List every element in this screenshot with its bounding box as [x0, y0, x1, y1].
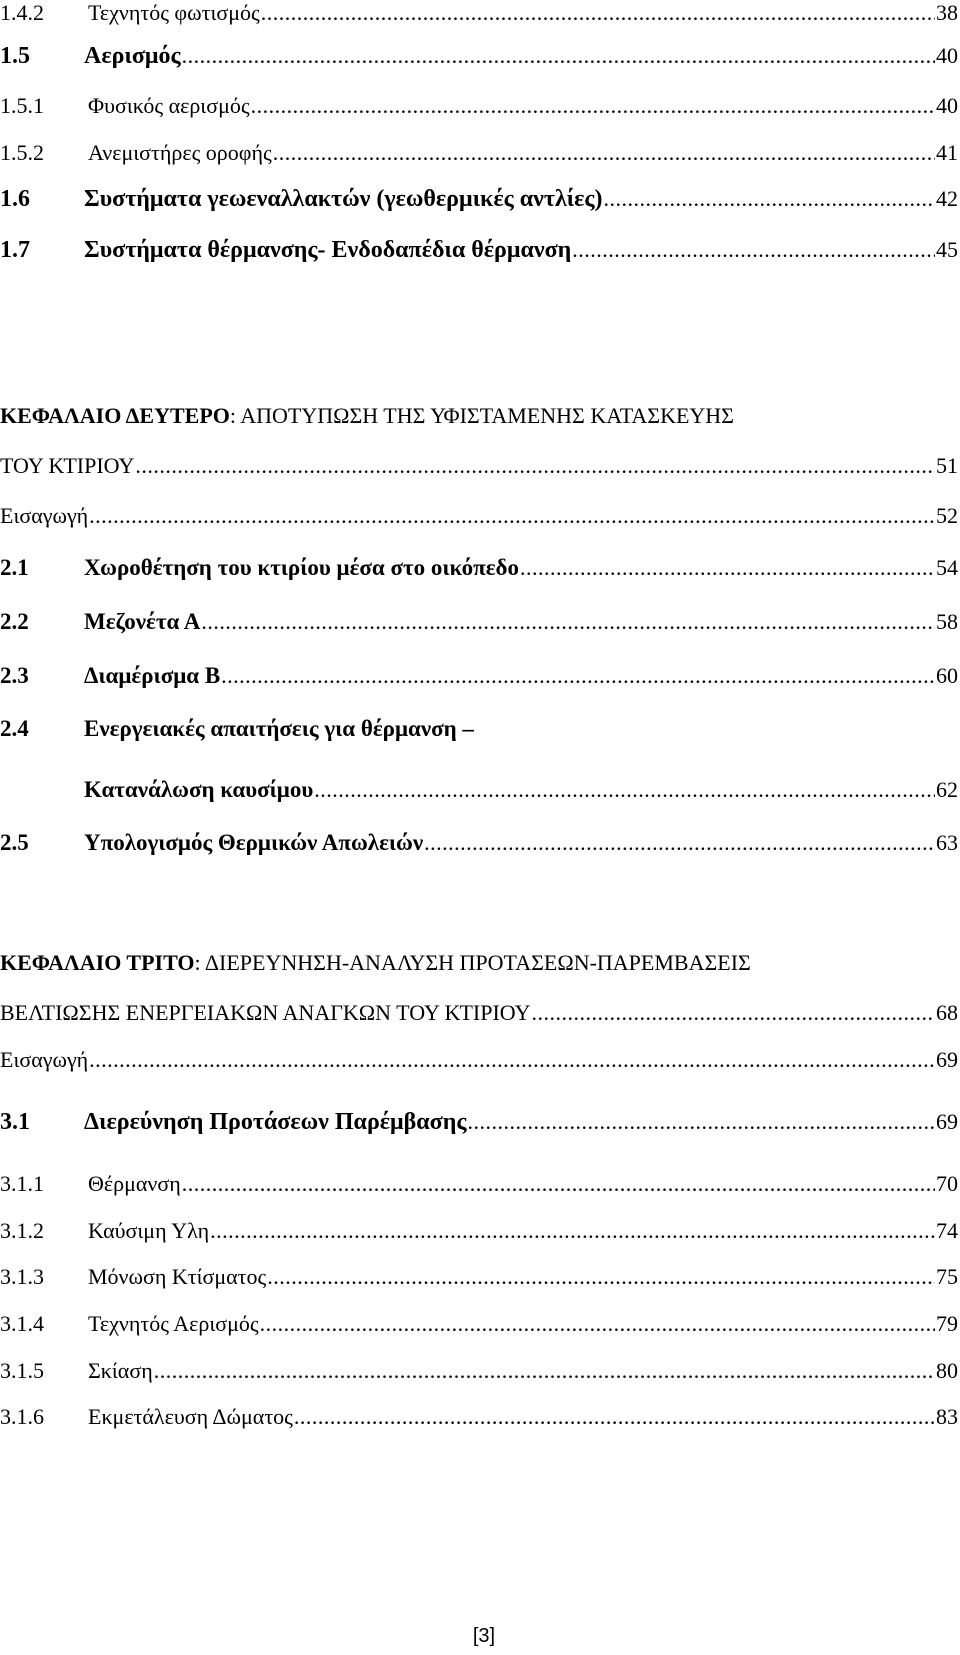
toc-number: 2.2: [0, 609, 29, 634]
toc-title: Συστήματα θέρμανσης- Ενδοδαπέδια θέρμανση: [84, 237, 572, 263]
toc-page: 79: [936, 1311, 958, 1336]
toc-title: Καύσιμη Υλη: [88, 1218, 210, 1243]
toc-entry-3-1-5[interactable]: [0, 1358, 958, 1384]
toc-leader: [210, 1218, 935, 1244]
toc-entry-1-4-2[interactable]: [0, 0, 958, 26]
toc-title: Κατανάλωση καυσίμου: [84, 777, 314, 802]
toc-number: 2.1: [0, 555, 29, 580]
toc-leader: [154, 1358, 935, 1384]
toc-number: 2.4: [0, 716, 29, 741]
toc-title: Αερισμός: [84, 43, 181, 69]
toc-page: 75: [936, 1264, 958, 1289]
toc-page: 60: [936, 663, 958, 688]
toc-page: 58: [936, 609, 958, 634]
toc-number: 1.6: [0, 186, 30, 212]
toc-number: 3.1: [0, 1109, 30, 1135]
toc-number: 1.4.2: [0, 0, 44, 25]
toc-entry-chapter-3[interactable]: [0, 1000, 958, 1026]
page-number: [3]: [472, 1625, 496, 1647]
toc-title: ΒΕΛΤΙΩΣΗΣ ΕΝΕΡΓΕΙΑΚΩΝ ΑΝΑΓΚΩΝ ΤΟΥ ΚΤΙΡΙΟΥ: [0, 1000, 531, 1025]
toc-title: Ανεμιστήρες οροφής: [88, 140, 272, 165]
toc-leader: [572, 237, 935, 263]
toc-leader: [267, 1264, 935, 1290]
toc-leader: [182, 1171, 935, 1197]
toc-leader: [201, 609, 935, 635]
toc-leader: [182, 43, 935, 69]
toc-title: Χωροθέτηση του κτιρίου μέσα στο οικόπεδο: [84, 555, 519, 580]
chapter-title: : ΔΙΕΡΕΥΝΗΣΗ-ΑΝΑΛΥΣΗ ΠΡΟΤΑΣΕΩΝ-ΠΑΡΕΜΒΑΣΕΙΣ: [194, 950, 751, 975]
toc-entry-chapter-2[interactable]: [0, 453, 958, 479]
toc-entry-3-1-2[interactable]: [0, 1218, 958, 1244]
toc-leader: [314, 777, 935, 803]
toc-page: 45: [936, 237, 958, 262]
toc-number: 3.1.5: [0, 1358, 44, 1383]
chapter-title: : ΑΠΟΤΥΠΩΣΗ ΤΗΣ ΥΦΙΣΤΑΜΕΝΗΣ ΚΑΤΑΣΚΕΥΗΣ: [229, 403, 734, 428]
toc-leader: [251, 93, 935, 119]
toc-number: 3.1.1: [0, 1171, 44, 1196]
toc-title: Σκίαση: [88, 1358, 153, 1383]
toc-entry-2-1[interactable]: [0, 555, 958, 581]
chapter-3-heading[interactable]: [0, 950, 751, 976]
toc-entry-1-5-1[interactable]: [0, 93, 958, 119]
toc-entry-2-4-continued[interactable]: [84, 777, 958, 803]
toc-entry-3-1-6[interactable]: [0, 1404, 958, 1430]
toc-title: Εισαγωγή: [0, 1047, 89, 1072]
toc-title: Ενεργειακές απαιτήσεις για θέρμανση –: [84, 716, 474, 741]
toc-entry-2-2[interactable]: [0, 609, 958, 635]
toc-leader: [135, 453, 935, 479]
toc-page: 41: [936, 140, 958, 165]
toc-entry-3-1-3[interactable]: [0, 1264, 958, 1290]
toc-page: 63: [936, 830, 958, 855]
toc-page: 68: [936, 1000, 958, 1025]
toc-title: Θέρμανση: [88, 1171, 181, 1196]
toc-number: 3.1.2: [0, 1218, 44, 1243]
toc-number: 3.1.6: [0, 1404, 44, 1429]
toc-leader: [604, 186, 935, 212]
toc-page: 40: [936, 93, 958, 118]
toc-page: 38: [936, 0, 958, 25]
toc-title: Μόνωση Κτίσματος: [88, 1264, 267, 1289]
toc-number: 1.5: [0, 43, 30, 69]
toc-page: 40: [936, 43, 958, 68]
toc-title: Εισαγωγή: [0, 503, 89, 528]
toc-title: Διερεύνηση Προτάσεων Παρέμβασης: [84, 1109, 467, 1135]
toc-title: Υπολογισμός Θερμικών Απωλειών: [84, 830, 424, 855]
chapter-label: ΚΕΦΑΛΑΙΟ ΤΡΙΤΟ: [0, 950, 195, 975]
toc-number: 2.5: [0, 830, 29, 855]
chapter-2-heading[interactable]: [0, 403, 734, 429]
page-footer: [0, 1625, 960, 1648]
toc-entry-2-5[interactable]: [0, 830, 958, 856]
toc-title: Συστήματα γεωεναλλακτών (γεωθερμικές αντλίες): [84, 186, 603, 212]
toc-entry-3-1-1[interactable]: [0, 1171, 958, 1197]
toc-page: 52: [936, 503, 958, 528]
toc-page: 42: [936, 186, 958, 211]
toc-entry-1-6[interactable]: [0, 186, 958, 213]
toc-title: Τεχνητός Αερισμός: [88, 1311, 259, 1336]
toc-number: 1.7: [0, 237, 30, 263]
toc-entry-3-1-4[interactable]: [0, 1311, 958, 1337]
toc-leader: [89, 503, 935, 529]
toc-page: 69: [936, 1109, 958, 1134]
toc-leader: [468, 1109, 936, 1135]
toc-page: 69: [936, 1047, 958, 1072]
toc-page: 54: [936, 555, 958, 580]
toc-title: Εκμετάλευση Δώματος: [88, 1404, 293, 1429]
toc-leader: [520, 555, 935, 581]
toc-page: 80: [936, 1358, 958, 1383]
toc-entry-introduction-2[interactable]: [0, 503, 958, 529]
toc-leader: [221, 663, 935, 689]
toc-number: 3.1.3: [0, 1264, 44, 1289]
toc-leader: [531, 1000, 935, 1026]
toc-number: 1.5.1: [0, 93, 44, 118]
toc-leader: [89, 1047, 935, 1073]
toc-number: 3.1.4: [0, 1311, 44, 1336]
toc-leader: [260, 1311, 935, 1337]
toc-page: 70: [936, 1171, 958, 1196]
toc-entry-2-4[interactable]: [0, 716, 958, 742]
toc-entry-2-3[interactable]: [0, 663, 958, 689]
toc-title: Τεχνητός φωτισμός: [88, 0, 260, 25]
toc-number: 1.5.2: [0, 140, 44, 165]
toc-entry-1-7[interactable]: [0, 237, 958, 264]
toc-title: Φυσικός αερισμός: [88, 93, 250, 118]
toc-title: ΤΟΥ ΚΤΙΡΙΟΥ: [0, 453, 135, 478]
toc-page: 51: [936, 453, 958, 478]
toc-entry-3-1[interactable]: [0, 1109, 958, 1136]
toc-leader: [273, 140, 935, 166]
toc-page: 83: [936, 1404, 958, 1429]
toc-leader: [424, 830, 935, 856]
toc-title: Μεζονέτα Α: [84, 609, 201, 634]
toc-leader: [261, 0, 935, 26]
toc-entry-1-5[interactable]: [0, 43, 958, 70]
toc-entry-introduction-3[interactable]: [0, 1047, 958, 1073]
toc-page: 62: [936, 777, 958, 802]
chapter-label: ΚΕΦΑΛΑΙΟ ΔΕΥΤΕΡΟ: [0, 403, 230, 428]
toc-page: 74: [936, 1218, 958, 1243]
toc-entry-1-5-2[interactable]: [0, 140, 958, 166]
toc-leader: [294, 1404, 935, 1430]
toc-title: Διαμέρισμα Β: [84, 663, 221, 688]
toc-number: 2.3: [0, 663, 29, 688]
